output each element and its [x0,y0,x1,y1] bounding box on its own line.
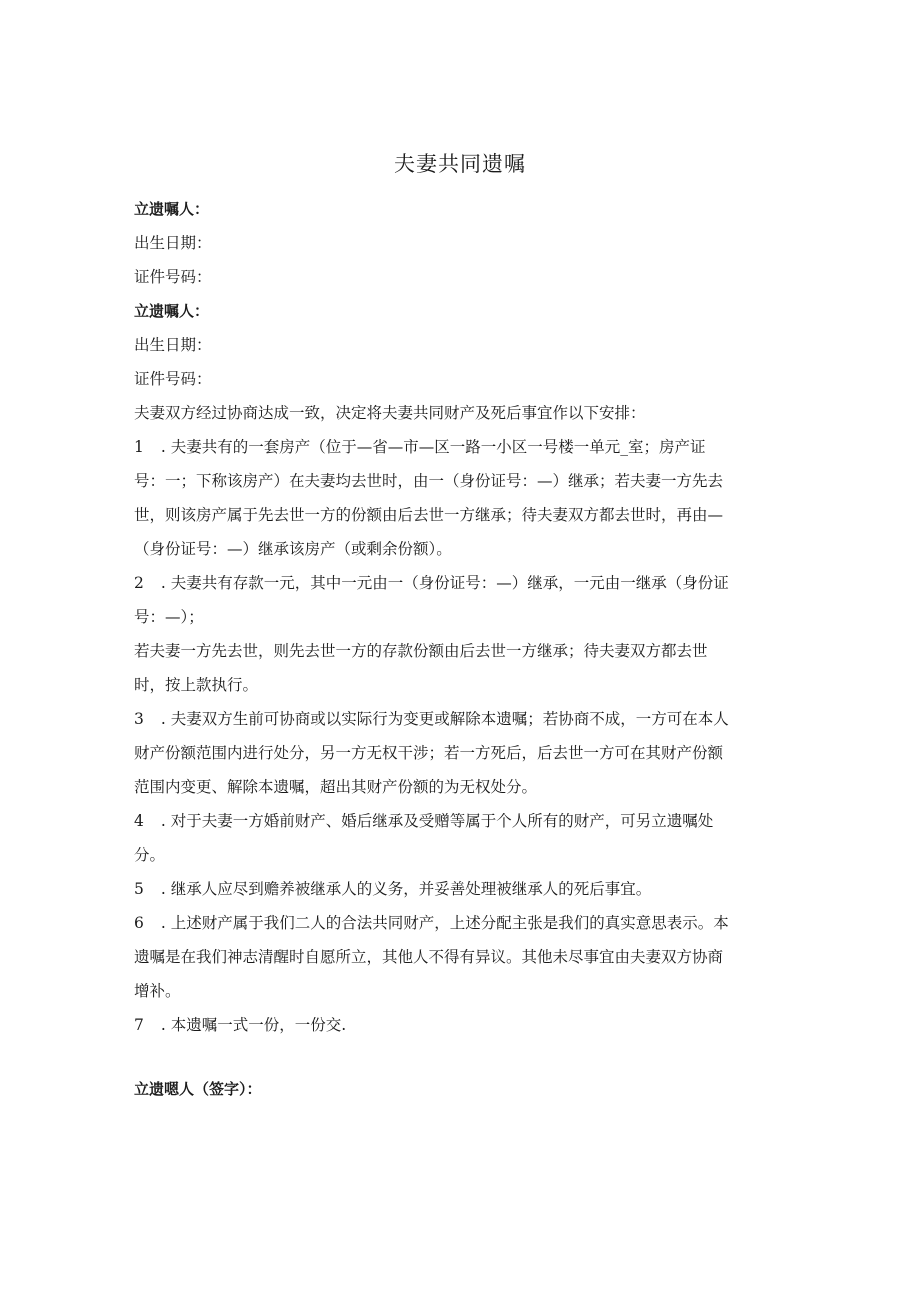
spacer [134,1042,784,1072]
clause-number: 3 [134,710,144,728]
document-title: 夫妻共同遗嘱 [394,152,526,176]
clause-4 [134,804,784,872]
intro-paragraph: 夫妻双方经过协商达成一致，决定将夫妻共同财产及死后事宜作以下安排： [134,404,646,422]
clause-1 [134,430,784,566]
testator2-id-label: 证件号码： [134,370,212,388]
clause-line: 分。 [134,846,166,864]
clause-7 [134,1008,784,1042]
clause-text: . 对于夫妻一方婚前财产、婚后继承及受赠等属于个人所有的财产，可另立遗嘱处 [156,812,714,830]
clause-5 [134,872,784,906]
clause-text: . 本遗嘱一式一份，一份交. [156,1016,347,1034]
clause-text: . 上述财产属于我们二人的合法共同财产，上述分配主张是我们的真实意思表示。本 [156,914,729,932]
clause-line [134,702,784,736]
clause-line: 范围内变更、解除本遗嘱，超出其财产份额的为无权处分。 [134,778,538,796]
clause-line: 财产份额范围内进行处分，另一方无权干涉；若一方死后，后去世一方可在其财产份额 [134,744,724,762]
clause-text: . 夫妻双方生前可协商或以实际行为变更或解除本遗嘱；若协商不成，一方可在本人 [156,710,729,728]
clause-line [134,872,784,906]
clause-number: 4 [134,812,144,830]
clause-number: 7 [134,1016,144,1034]
clause-line [134,430,784,464]
clause-text: . 继承人应尽到赡养被继承人的义务，并妥善处理被继承人的死后事宜。 [156,880,652,898]
clause-line: 号：—）； [134,608,204,626]
clause-line: 号：一；下称该房产）在夫妻均去世时，由一（身份证号：—）继承；若夫妻一方先去 [134,472,724,490]
testator2-label: 立遗嘱人： [134,302,210,320]
testator1-id-label: 证件号码： [134,268,212,286]
clause-3 [134,702,784,804]
document-body [134,192,784,1106]
clause-number: 6 [134,914,144,932]
clause-line: 增补。 [134,982,181,1000]
signature-label: 立遗嗯人（签字）： [134,1080,262,1098]
clause-line [134,566,784,600]
clause-2 [134,566,784,634]
clause-2-continued [134,634,784,702]
clause-number: 1 [134,438,144,456]
clause-number: 2 [134,574,144,592]
clause-text: . 夫妻共有存款一元，其中一元由一（身份证号：—）继承，一元由一继承（身份证 [156,574,729,592]
clause-text: . 夫妻共有的一套房产（位于—省—市—区一路一小区一号楼一单元_室；房产证 [156,438,706,456]
clause-line: （身份证号：—）继承该房产（或剩余份额）。 [134,540,452,558]
clause-line: 若夫妻一方先去世，则先去世一方的存款份额由后去世一方继承；待夫妻双方都去世 [134,642,708,660]
testator2-birth-label: 出生日期： [134,336,212,354]
testator1-birth-label: 出生日期： [134,234,212,252]
clause-line [134,804,784,838]
clause-line [134,1008,784,1042]
clause-number: 5 [134,880,144,898]
clause-line: 时，按上款执行。 [134,676,259,694]
clause-6 [134,906,784,1008]
clause-line: 遗嘱是在我们神志清醒时自愿所立，其他人不得有异议。其他未尽事宜由夫妻双方协商 [134,948,724,966]
clause-line: 世，则该房产属于先去世一方的份额由后去世一方继承；待夫妻双方都去世时，再由— [134,506,724,524]
testator1-label: 立遗嘱人： [134,200,210,218]
clause-line [134,906,784,940]
